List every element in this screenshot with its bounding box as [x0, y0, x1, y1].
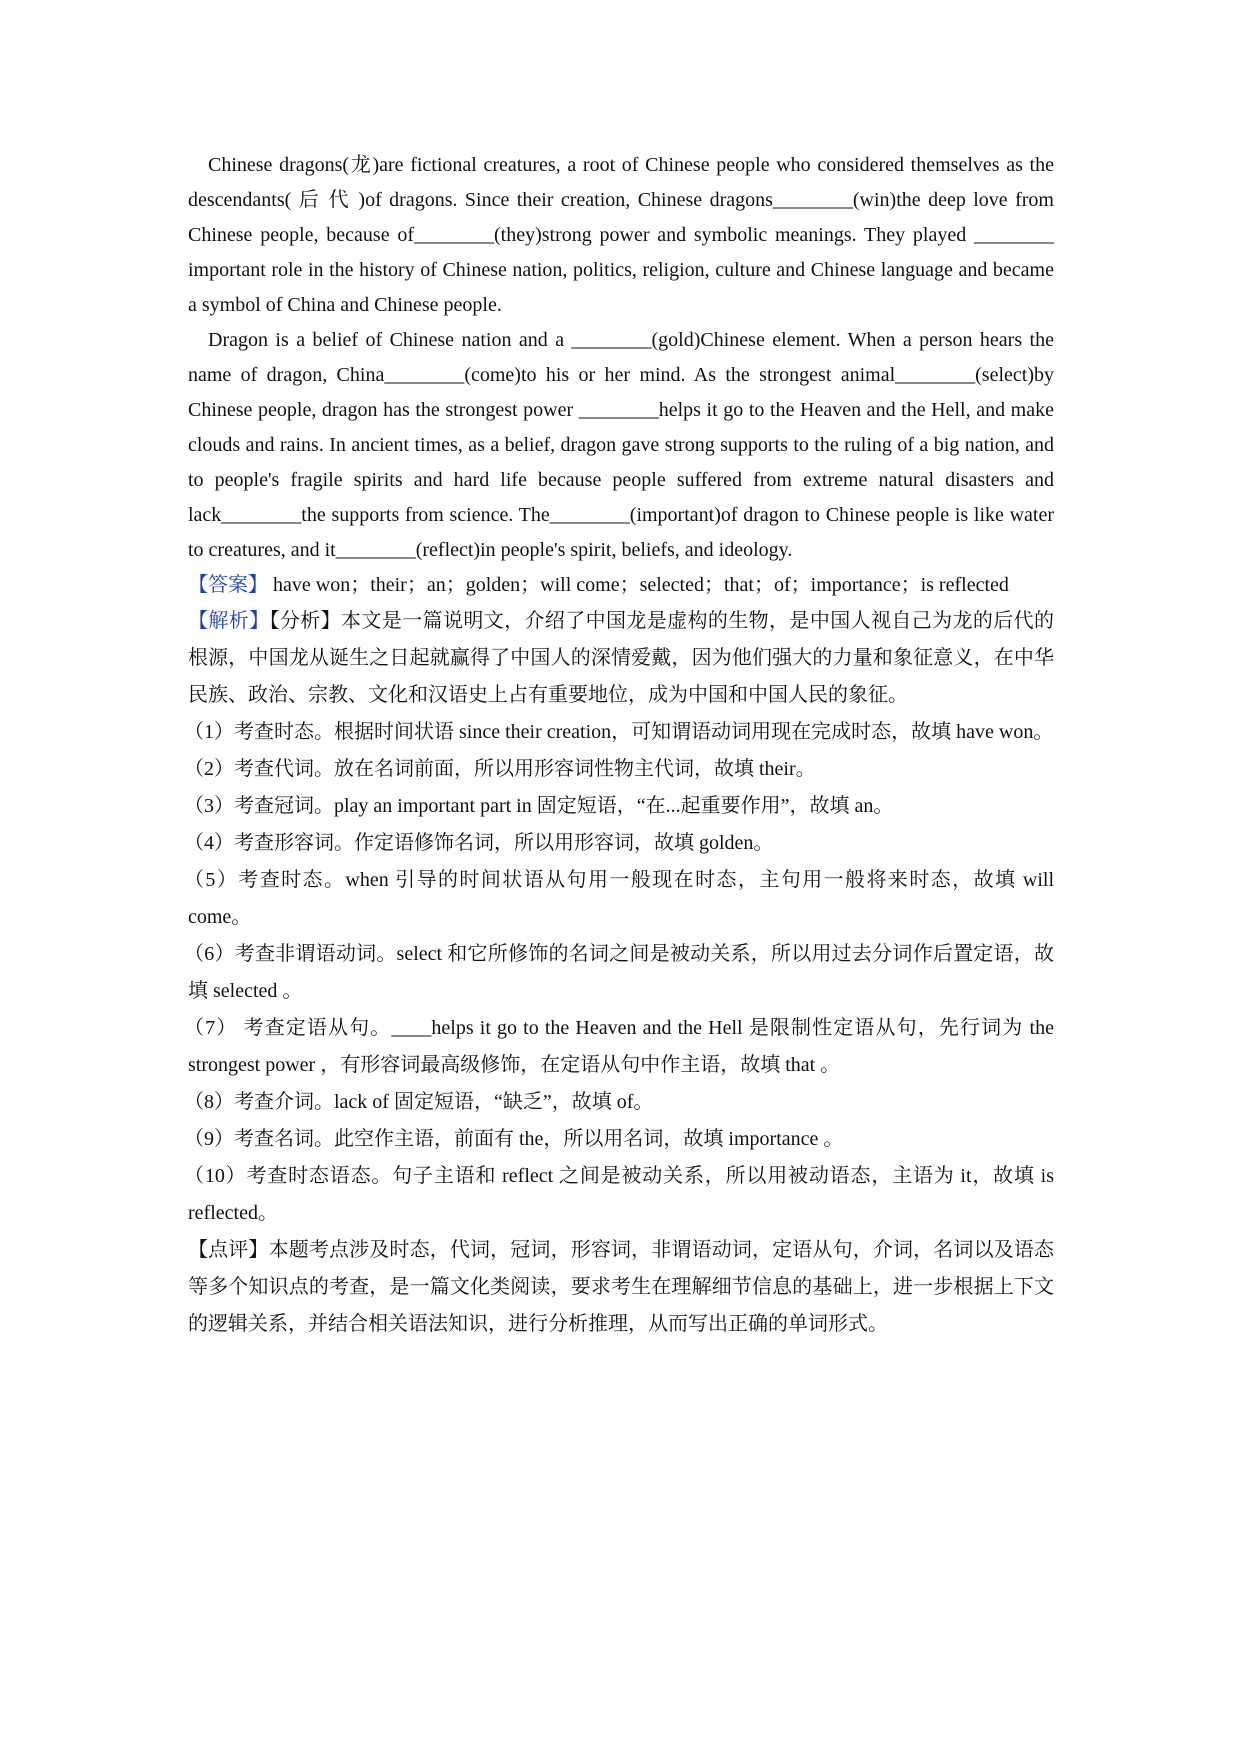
document-page — [184, 148, 1055, 1343]
analysis-item-4: （4）考查形容词。作定语修饰名词，所以用形容词，故填 golden。 — [184, 832, 774, 854]
passage-paragraph-2: Dragon is a belief of Chinese nation and a ________(gold)Chinese element. When a person hears the name of dragon, China________(come)to his or her mind. As the strongest animal________(select)by Chinese people, dragon has the strongest power ________helps it go to the Heaven and the Hell, and make clouds and rains. In ancient times, as a belief, dragon gave strong supports to the ruling of a big nation, and to people's fragile spirits and hard life because people suffered from extreme natural disasters and lack________the supports from science. The________(important)of dragon to Chinese people is like water to creatures, and it________(reflect)in people's spirit, beliefs, and ideology. — [188, 329, 1054, 561]
answer-block — [188, 568, 1054, 603]
answer-text: have won；their；an；golden；will come；selected；that；of；importance；is reflected — [268, 574, 1009, 596]
analysis-label: 【解析】 — [188, 610, 270, 632]
analysis-item-1: （1）考查时态。根据时间状语 since their creation，可知谓语动词用现在完成时态，故填 have won。 — [184, 721, 1054, 743]
answer-label: 【答案】 — [188, 574, 268, 596]
analysis-intro — [188, 603, 1054, 714]
analysis-item-9: （9）考查名词。此空作主语，前面有 the，所以用名词，故填 importance 。 — [184, 1128, 844, 1150]
analysis-item-7: （7） 考查定语从句。____helps it go to the Heaven and the Hell 是限制性定语从句，先行词为 the strongest power ，有形容词最高级修饰，在定语从句中作主语，故填 that 。 — [184, 1017, 1054, 1076]
analysis-item-3: （3）考查冠词。play an important part in 固定短语，“在...起重要作用”，故填 an。 — [184, 795, 894, 817]
analysis-item-2: （2）考查代词。放在名词前面，所以用形容词性物主代词，故填 their。 — [184, 758, 816, 780]
analysis-item-8: （8）考查介词。lack of 固定短语，“缺乏”，故填 of。 — [184, 1091, 654, 1113]
comment-block: 【点评】本题考点涉及时态，代词，冠词，形容词，非谓语动词，定语从句，介词，名词以及语态等多个知识点的考查，是一篇文化类阅读，要求考生在理解细节信息的基础上，进一步根据上下文的逻辑关系，并结合相关语法知识，进行分析推理，从而写出正确的单词形式。 — [188, 1239, 1054, 1335]
passage-paragraph-1: Chinese dragons(龙)are fictional creatures, a root of Chinese people who considered themselves as the descendants( 后 代 )of dragons. Since their creation, Chinese dragons________(win)the deep love from Chinese people, because of________(they)strong power and symbolic meanings. They played ________ important role in the history of Chinese nation, politics, religion, culture and Chinese language and became a symbol of China and Chinese people. — [188, 154, 1054, 316]
analysis-item-5: （5）考查时态。when 引导的时间状语从句用一般现在时态，主句用一般将来时态，故填 will come。 — [184, 869, 1054, 928]
analysis-intro-text: 【分析】本文是一篇说明文，介绍了中国龙是虚构的生物，是中国人视自己为龙的后代的根源，中国龙从诞生之日起就赢得了中国人的深情爱戴，因为他们强大的力量和象征意义，在中华民族、政治、宗教、文化和汉语史上占有重要地位，成为中国和中国人民的象征。 — [188, 610, 1055, 706]
analysis-item-10: （10）考查时态语态。句子主语和 reflect 之间是被动关系，所以用被动语态，主语为 it，故填 is reflected。 — [184, 1165, 1054, 1224]
analysis-item-6: （6）考查非谓语动词。select 和它所修饰的名词之间是被动关系，所以用过去分词作后置定语，故填 selected 。 — [184, 943, 1054, 1002]
